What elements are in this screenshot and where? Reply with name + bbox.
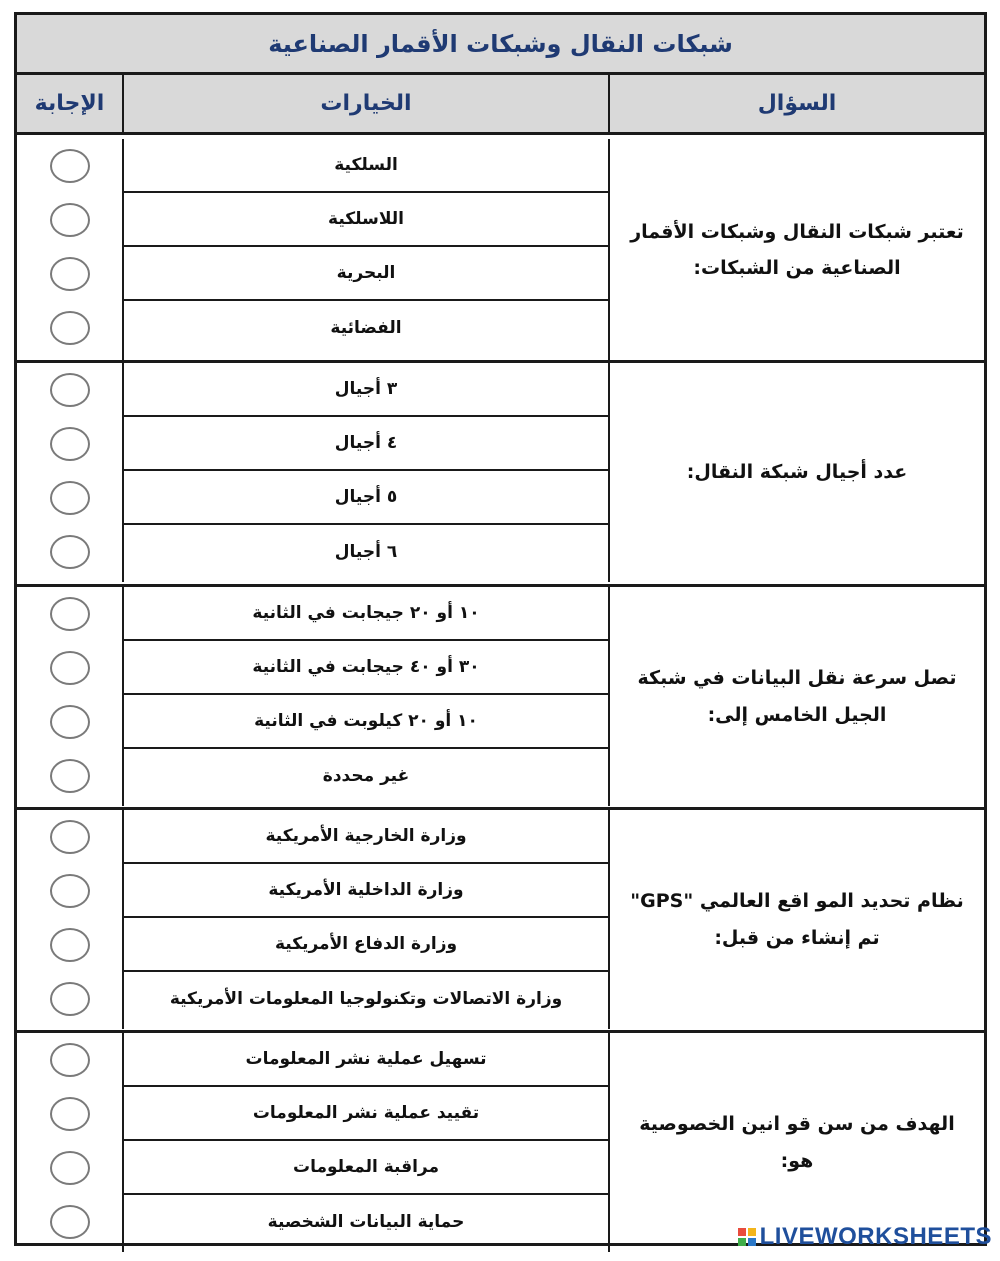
answer-radio[interactable] [50,1097,90,1131]
question-group [17,584,984,806]
question-group [17,139,984,361]
answer-radio[interactable] [50,759,90,793]
choices-column [122,139,610,361]
answer-radio[interactable] [50,705,90,739]
option-label: ٤ أجيال [124,417,608,471]
option-label: وزارة الاتصالات وتكنولوجيا المعلومات الأمريكية [169,989,563,1009]
answer-radio[interactable] [50,874,90,908]
answer-radio[interactable] [50,928,90,962]
answer-radio[interactable] [50,257,90,291]
option-label: غير محددة [322,766,410,786]
header-question: السؤال [610,75,984,135]
answer-radio[interactable] [50,982,90,1016]
option-label: ١٠ أو ٢٠ جيجابت في الثانية [124,587,608,641]
header-choices: الخيارات [122,75,610,135]
option-label: ٣٠ أو ٤٠ جيجابت في الثانية [124,641,608,695]
question-group [17,1030,984,1252]
answer-radio[interactable] [50,427,90,461]
option-label: مراقبة المعلومات [124,1141,608,1195]
worksheet-title: شبكات النقال وشبكات الأقمار الصناعية [17,15,984,75]
choices-column [122,1033,610,1252]
answer-radio[interactable] [50,1205,90,1239]
answer-column [17,587,122,806]
question-text: تعتبر شبكات النقال وشبكات الأقمار الصناعية من الشبكات: [630,220,964,279]
liveworksheets-logo-icon [738,1228,756,1246]
answer-column [17,363,122,582]
answer-column [17,1033,122,1252]
watermark-text: LIVEWORKSHEETS [759,1223,992,1250]
option-label: تسهيل عملية نشر المعلومات [124,1033,608,1087]
answer-radio[interactable] [50,535,90,569]
option-label: حماية البيانات الشخصية [267,1212,465,1232]
answer-radio[interactable] [50,820,90,854]
answer-radio[interactable] [50,203,90,237]
question-text: عدد أجيال شبكة النقال: [686,461,908,484]
answer-column [17,139,122,361]
question-group [17,807,984,1029]
option-label: وزارة الدفاع الأمريكية [124,918,608,972]
question-group [17,360,984,582]
option-label: الفضائية [330,318,402,338]
answer-radio[interactable] [50,1043,90,1077]
option-label: البحرية [124,247,608,301]
answer-radio[interactable] [50,149,90,183]
answer-radio[interactable] [50,651,90,685]
question-text: الهدف من سن قو انين الخصوصية هو: [639,1113,955,1172]
choices-column [122,810,610,1029]
option-label: وزارة الخارجية الأمريكية [124,810,608,864]
answer-radio[interactable] [50,597,90,631]
answer-radio[interactable] [50,1151,90,1185]
option-label: السلكية [124,139,608,193]
option-label: ١٠ أو ٢٠ كيلوبت في الثانية [124,695,608,749]
answer-radio[interactable] [50,311,90,345]
answer-radio[interactable] [50,481,90,515]
answer-column [17,810,122,1029]
worksheet [14,12,987,1246]
choices-column [122,363,610,582]
answer-radio[interactable] [50,373,90,407]
choices-column [122,587,610,806]
liveworksheets-watermark [738,1223,992,1251]
option-label: ٣ أجيال [124,363,608,417]
question-text: نظام تحديد المو اقع العالمي "GPS" تم إنشاء من قبل: [630,890,964,949]
option-label: ٦ أجيال [334,542,398,562]
option-label: تقييد عملية نشر المعلومات [124,1087,608,1141]
option-label: ٥ أجيال [124,471,608,525]
option-label: اللاسلكية [124,193,608,247]
question-text: تصل سرعة نقل البيانات في شبكة الجيل الخامس إلى: [637,667,957,726]
header-answer: الإجابة [17,75,122,135]
option-label: وزارة الداخلية الأمريكية [124,864,608,918]
